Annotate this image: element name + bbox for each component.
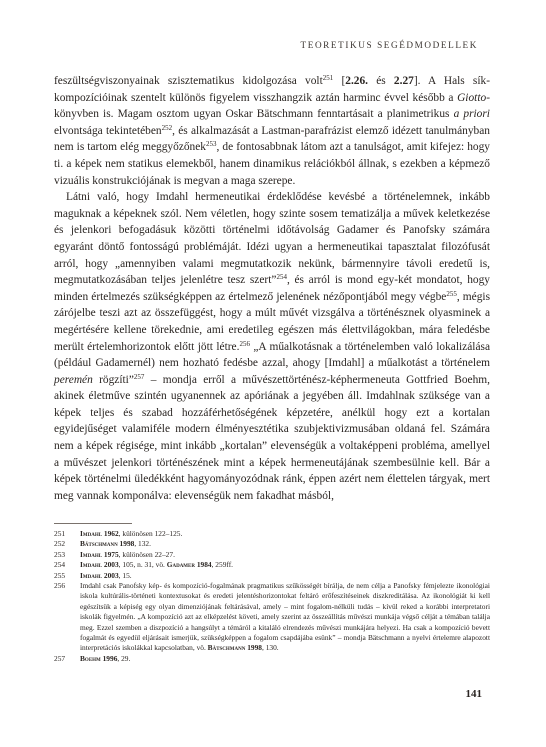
footnote-253: 253 Imdahl 1975, különösen 22–27. xyxy=(54,549,175,559)
figure-ref-2-26[interactable]: 2.26. xyxy=(345,75,369,87)
footnote-ref-257[interactable]: 257 xyxy=(133,372,145,381)
footnote-251: 251 Imdahl 1962, különösen 122–125. xyxy=(54,529,183,538)
footnote-ref-253[interactable]: 253 xyxy=(206,140,217,149)
footnote-divider xyxy=(54,523,132,524)
figure-ref-2-27[interactable]: 2.27 xyxy=(393,75,414,87)
running-title: TEORETIKUS SEGÉDMODELLEK xyxy=(300,40,478,50)
footnote-ref-254[interactable]: 254 xyxy=(276,273,287,282)
footnote-ref-251[interactable]: 251 xyxy=(322,74,334,82)
footnote-ref-256[interactable]: 256 xyxy=(239,339,250,348)
paragraph-1: feszültségviszonyainak szisztematikus kidolgozása volt$^{251}$ [2.26. és 2.27]. A Hals sík-kompozícióinak szentelt különös figyelem visszhangzik aztán harminc évvel később a Giotto-könyvben is. Magam osztom ugyan Oskar Bätschmann fenntartásait a planimetrikus a priori elvontsága tekintetében$^{252}$, és alkalmazását a Lastman-parafrázist elemző idézett tanulmányban nem is tartom elég meggyőzőnek$^{253}$, de fontosabbnak látom azt a tanulságot, amit kifejez: hogy ti. a képek nem statikus elemekből, hanem dinamikus relációkból állnak, s ezekben a képmező vizuális konstrukciójának is megvan a maga szerepe. xyxy=(54,74,490,187)
footnote-252: 252 Bätschmann 1998, 132. xyxy=(54,539,151,549)
page-number: 141 xyxy=(465,688,482,700)
footnote-ref-255[interactable]: 255 xyxy=(446,289,457,298)
footnote-ref-252[interactable]: 252 xyxy=(161,123,173,132)
footnote-257: 257 Boehm 1996, 29. xyxy=(54,653,131,663)
footnote-254: 254 Imdahl 2003, 105, n. 31, vö. Gadamer 1984, 259ff. xyxy=(54,560,234,570)
footnotes xyxy=(54,529,490,664)
paragraph-2: Látni való, hogy Imdahl hermeneutikai érdeklődése kevésbé a történelemnek, inkább maguknak a képeknek szól. Nem véletlen, hogy szinte sosem tematizálja a művek keletkezése és jelenkori befogadásuk közötti történelmi időtávolság Gadamer és Panofsky számára egyaránt döntő fontosságú problémáját. Idézi ugyan a hermeneutikai tapasztalat filozófusát arról, hogy „amennyiben valami megmutatkozik nekünk, bármennyire távoli eredetű is, megmutatkozásában teljes jelenlétre tesz szert”$^{254}$, és arról is mond egy-két mondatot, hogy minden értelmezés szükségképpen az értelmező jelenének nézőpontjából megy végbe$^{255}$, mégis zárójelbe teszi azt az összefüggést, hogy a múlt művét vizsgálva a történésznek olyasminek a megértésére kellene törekednie, ami eredetileg egészen más élettvilágokban, mára feledésbe merült értelemhorizontok előtt jött létre.$^{256}$ „A műalkotásnak a történelemben való lokalizálása (például Gadamernél) nem hozható fedésbe azzal, ahogy [Imdahl] a műalkotást a történelem peremén rögzíti”$^{257}$ – mondja erről a művészettörténész-képhermeneuta Gottfried Boehm, akinek életműve szintén ugyanennek az apóriának a jegyében áll. Imdahlnak szüksége van a képek teljes és szabad hozzáférhetőségének képzetére, anélkül hogy ezt a kortalan egyidejűséget valamiféle modern élményesztétika szubjektivizmusában oldaná fel. Számára nem a képek régisége, mint inkább „kortalan” elevenségük a voltaképpeni probléma, amellyel a művészet jelenkori történészének mint a képek hermeneutájának szembesülnie kell. Bár a képek történelmi üledékként hagyományozódnak ránk, éppen azért nem élettelen tárgyak, mert meg vannak komponálva: elevenségük nem fakadhat másból, xyxy=(54,191,491,502)
footnote-256: 256 Imdahl csak Panofsky kép- és kompozíció-fogalmának pragmatikus szűkösségét bírálja, de nem célja a Panofsky fémjelezte ikonológiai iskola kultúrális-történeti kontextusokat és eredeti jelentéshorizontokat feltáró erőfeszítéseinek diszkreditálása. Az ikonológiát ki kell egészítsük a képiség egy olyan dimenziójának feltárásával, amely – mint fogalom-nélküli tudás – kívül reked a korábbi interpretatori iskolák figyelmén. „A kompozíció azt az elképzelést követi, amely szerint az összeállítás művészi munkája végső célját a témában találja meg. Ezzel szemben a diszpozíció a hangsúlyt a témáról a kitaláló elrendezés művészi munkájára helyezi. Ha csak a kompozíció bevett fogalmát és egyedül eljárásait ismerjük, szükségképpen a fogalom csapdájába esünk” – mondja Bätschmann a nyelvi értelemre alapozott interpretációs iskolákkal kapcsolatban, vö. Bätschmann 1998, 130. xyxy=(54,581,490,653)
main-text xyxy=(54,73,490,504)
footnote-255: 255 Imdahl 2003, 15. xyxy=(54,570,132,580)
